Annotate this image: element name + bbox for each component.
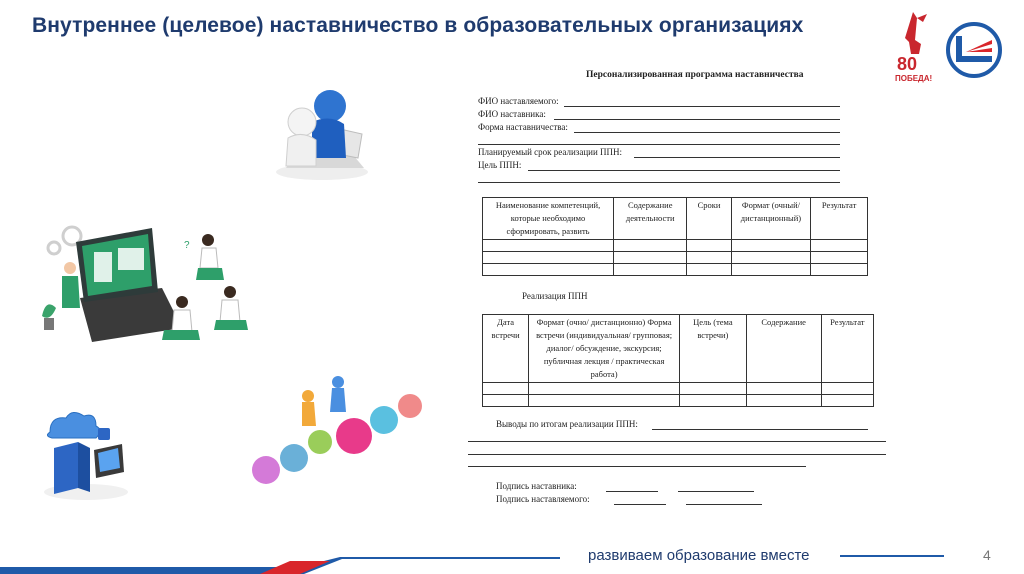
- footer-tagline: развиваем образование вместе: [588, 547, 810, 564]
- mentee-name-label: ФИО наставляемого:: [478, 96, 559, 106]
- table-row: [483, 395, 874, 407]
- blank-line: [468, 441, 886, 442]
- footer-decor-stripe: [0, 553, 560, 574]
- realization-heading: Реализация ППН: [522, 291, 588, 301]
- mentor-signature-name-line: [678, 491, 754, 492]
- mentee-signature-line: [614, 504, 666, 505]
- mentorship-program-document: [462, 66, 892, 516]
- meetings-table: [482, 314, 874, 407]
- period-label: Планируемый срок реализации ППН:: [478, 147, 623, 157]
- goal-line: [528, 170, 840, 171]
- col-header-meeting-date: Дата встречи: [483, 315, 529, 383]
- col-header-competencies: Наименование компетенций, которые необходимо сформировать, развить: [483, 198, 614, 240]
- table-row: [483, 240, 868, 252]
- col-header-meeting-goal: Цель (тема встречи): [680, 315, 747, 383]
- period-line: [634, 157, 840, 158]
- document-title: Персонализированная программа наставничества: [586, 70, 804, 80]
- table-row: [483, 383, 874, 395]
- col-header-terms: Сроки: [687, 198, 731, 240]
- mentor-name-label: ФИО наставника:: [478, 109, 546, 119]
- svg-text:?: ?: [184, 240, 190, 251]
- table-row: [483, 264, 868, 276]
- mentorship-form-label: Форма наставничества:: [478, 122, 568, 132]
- col-header-activity: Содержание деятельности: [614, 198, 687, 240]
- blank-line: [468, 454, 886, 455]
- mentee-signature-name-line: [686, 504, 762, 505]
- table-row: [483, 252, 868, 264]
- col-header-result: Результат: [811, 198, 868, 240]
- mentorship-form-line: [574, 132, 840, 133]
- col-header-meeting-format: Формат (очно/ дистанционно) Форма встречи (индивидуальная/ групповая; диалог/ обсуждение, экскурсия; публичная лекция / практическая работа): [529, 315, 680, 383]
- conclusions-line: [652, 429, 868, 430]
- teamwork-gears-illustration: [246, 372, 426, 492]
- competencies-table: [482, 197, 868, 276]
- blank-line: [478, 182, 840, 183]
- col-header-meeting-content: Содержание: [746, 315, 821, 383]
- online-learning-illustration: [32, 218, 262, 348]
- blank-line: [478, 144, 840, 145]
- victory-word: ПОБЕДА!: [895, 74, 933, 83]
- mentor-name-line: [554, 119, 840, 120]
- mentee-signature-label: Подпись наставляемого:: [496, 494, 590, 504]
- figures-at-laptop-illustration: [272, 84, 372, 184]
- footer-line: [840, 555, 944, 557]
- goal-label: Цель ППН:: [478, 160, 522, 170]
- conclusions-label: Выводы по итогам реализации ППН:: [496, 419, 638, 429]
- victory-80-logo: [893, 10, 941, 84]
- mentor-signature-label: Подпись наставника:: [496, 481, 577, 491]
- organization-logo-icon: [946, 22, 1002, 78]
- mentor-signature-line: [606, 491, 658, 492]
- mentee-name-line: [564, 106, 840, 107]
- col-header-format: Формат (очный/ дистанционный): [731, 198, 810, 240]
- victory-number: 80: [897, 54, 918, 74]
- cloud-server-illustration: [38, 408, 138, 504]
- slide-title: Внутреннее (целевое) наставничество в образовательных организациях: [32, 14, 804, 37]
- page-number: 4: [983, 547, 991, 563]
- blank-line: [468, 466, 806, 467]
- col-header-meeting-result: Результат: [821, 315, 873, 383]
